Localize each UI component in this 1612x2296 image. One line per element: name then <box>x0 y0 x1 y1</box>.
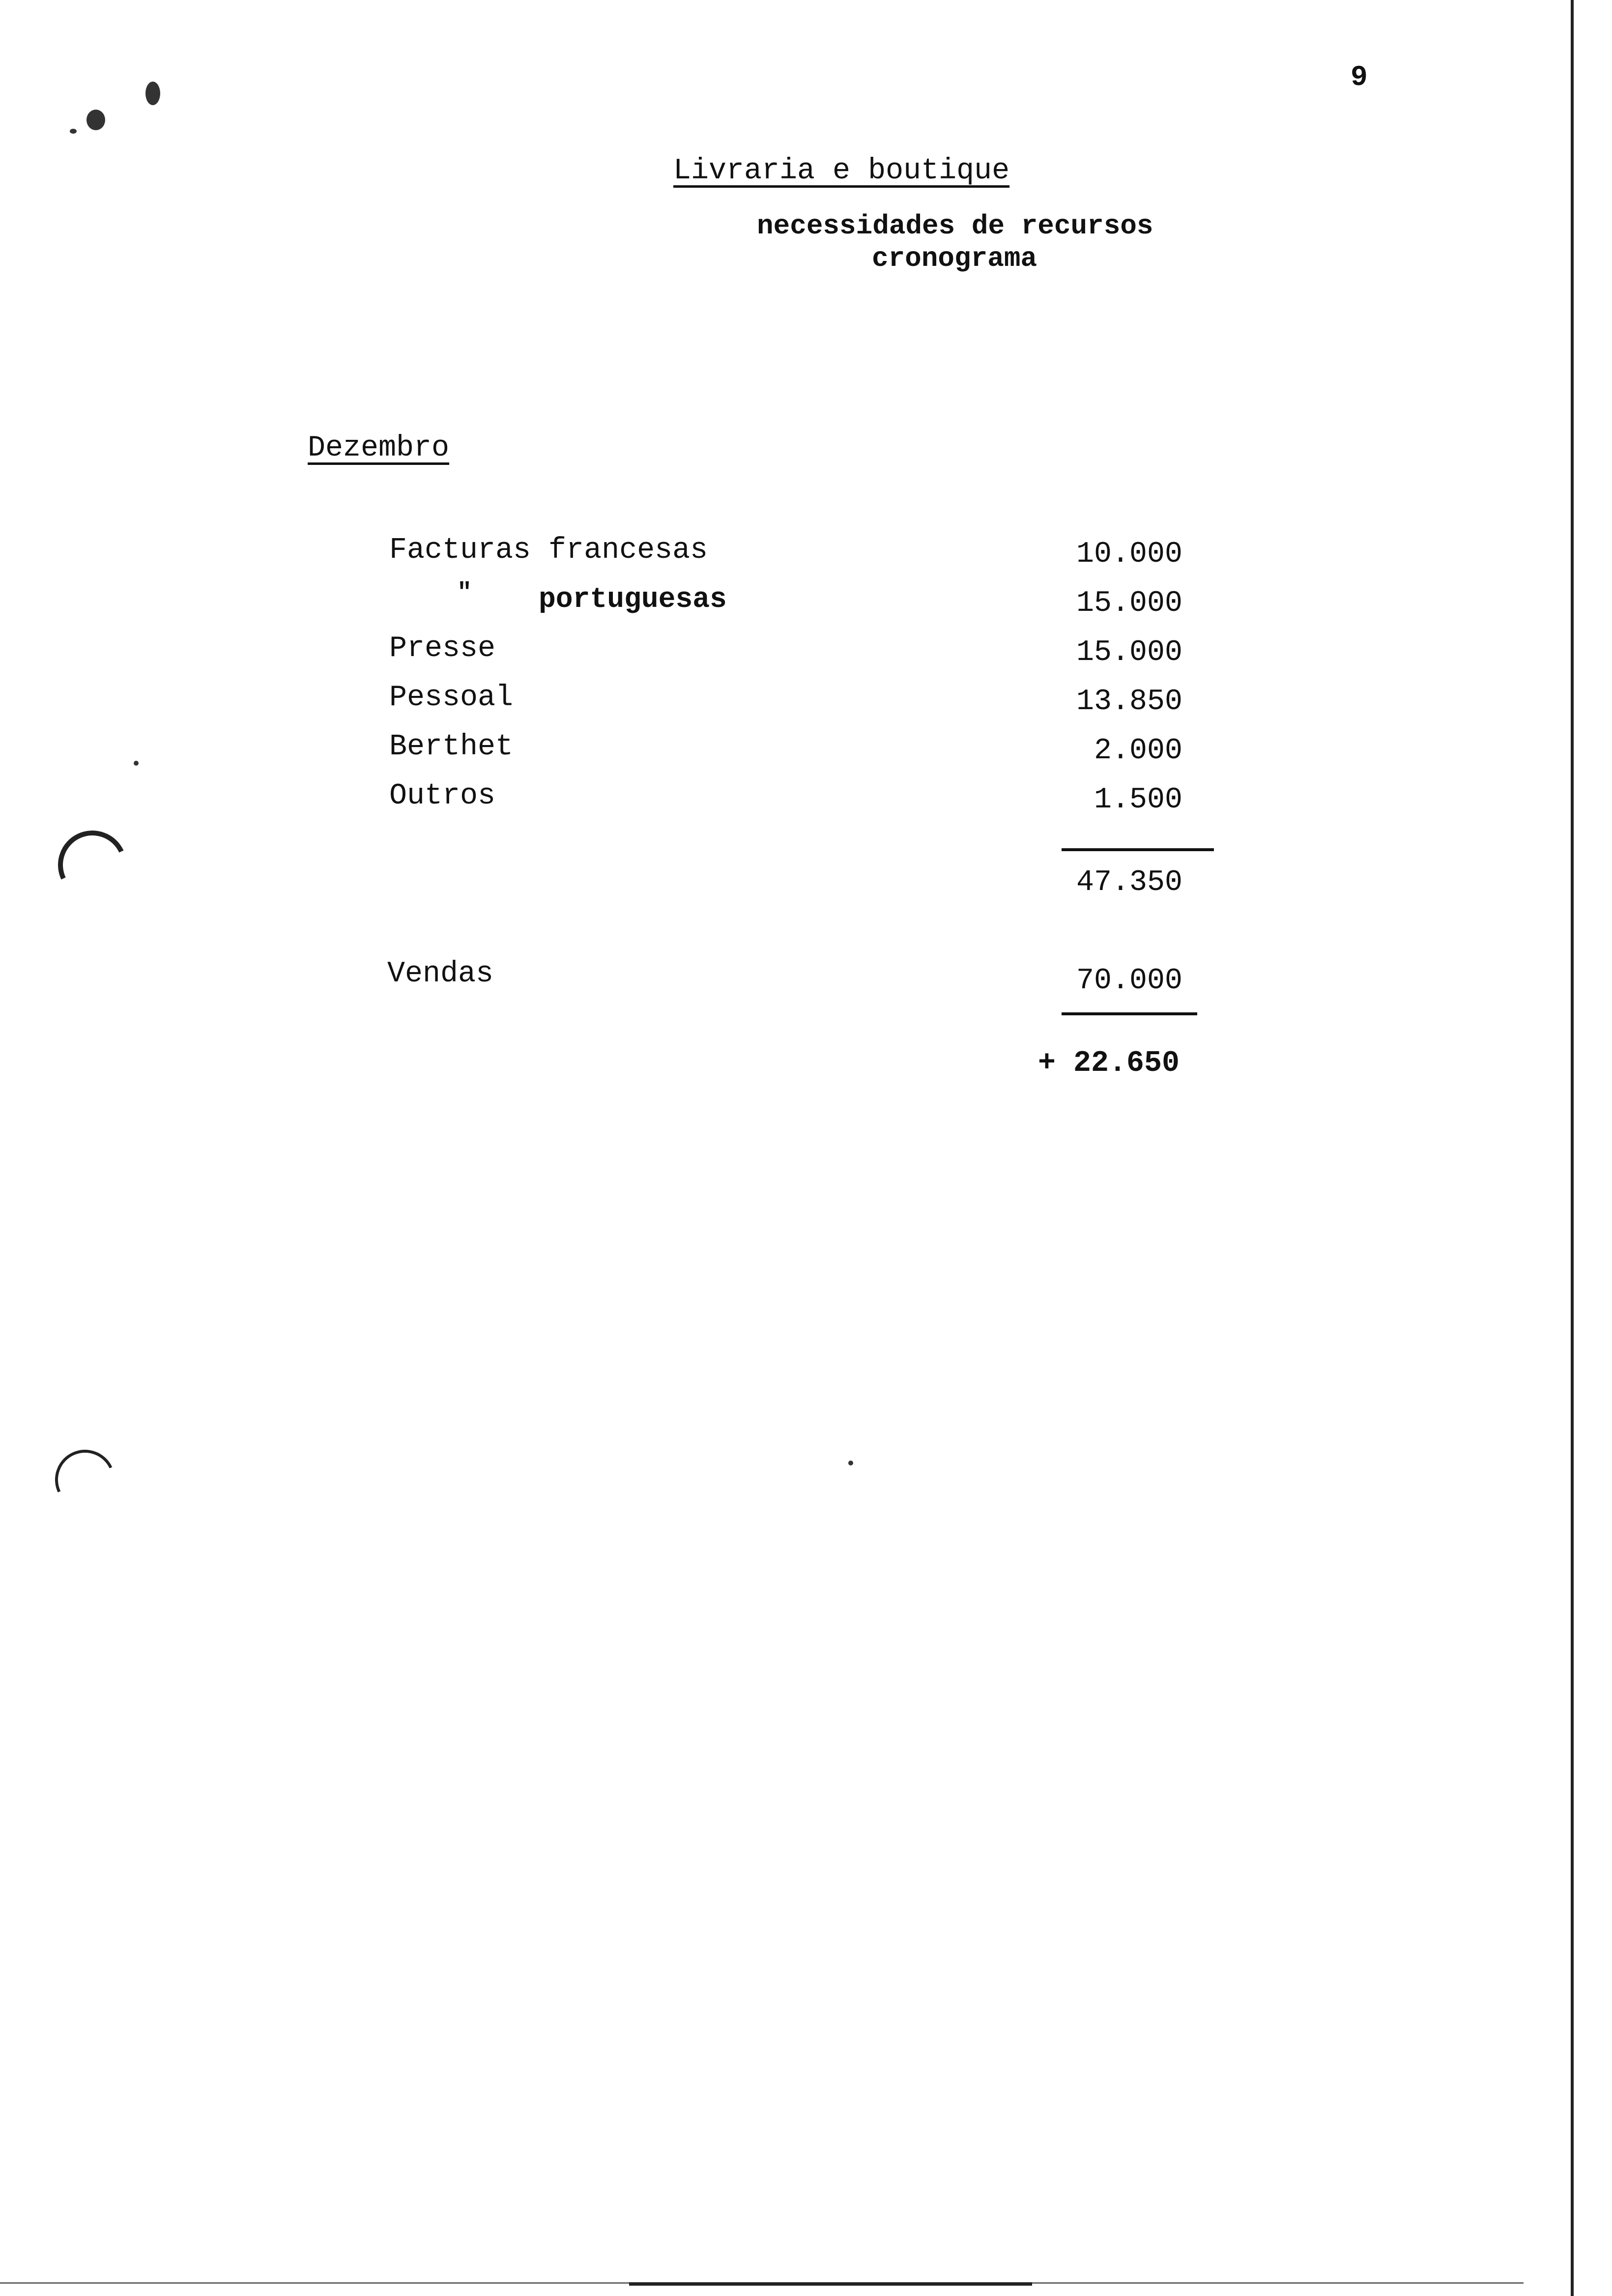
punch-hole-mark <box>47 1441 123 1518</box>
ink-speck <box>848 1461 853 1465</box>
ink-speck <box>134 761 139 766</box>
scan-edge-bottom-dark <box>629 2282 1032 2286</box>
expense-value: 10.000 <box>1076 538 1182 571</box>
expense-label: Facturas francesas <box>389 534 708 567</box>
expense-label: Presse <box>389 632 496 665</box>
ink-speck <box>70 129 77 134</box>
expense-label: Pessoal <box>389 681 514 715</box>
expense-value: 2.000 <box>1094 734 1182 768</box>
sum-rule <box>1062 848 1214 851</box>
page-subtitle: necessidades de recursos <box>757 210 1153 242</box>
ditto-mark: " <box>457 579 472 607</box>
punch-hole-mark <box>48 821 136 909</box>
sales-label: Vendas <box>387 957 494 991</box>
expense-value: 15.000 <box>1076 587 1182 620</box>
expense-label: Outros <box>389 779 496 813</box>
sales-value: 70.000 <box>1076 964 1182 998</box>
scan-edge-right <box>1571 0 1574 2296</box>
expense-value: 1.500 <box>1094 783 1182 817</box>
sum-rule <box>1062 1012 1197 1015</box>
expense-value: 15.000 <box>1076 636 1182 669</box>
section-heading: Dezembro <box>308 431 450 465</box>
expense-label: portuguesas <box>539 584 727 616</box>
ink-blot <box>86 110 105 130</box>
expense-value: 13.850 <box>1076 685 1182 718</box>
page-title: Livraria e boutique <box>673 154 1010 188</box>
page-number: 9 <box>1351 62 1368 94</box>
expenses-total: 47.350 <box>1076 866 1182 899</box>
expense-label: Berthet <box>389 730 514 764</box>
ink-blot <box>145 82 160 105</box>
page-subtitle: cronograma <box>872 243 1037 274</box>
balance-value: + 22.650 <box>1037 1047 1180 1080</box>
